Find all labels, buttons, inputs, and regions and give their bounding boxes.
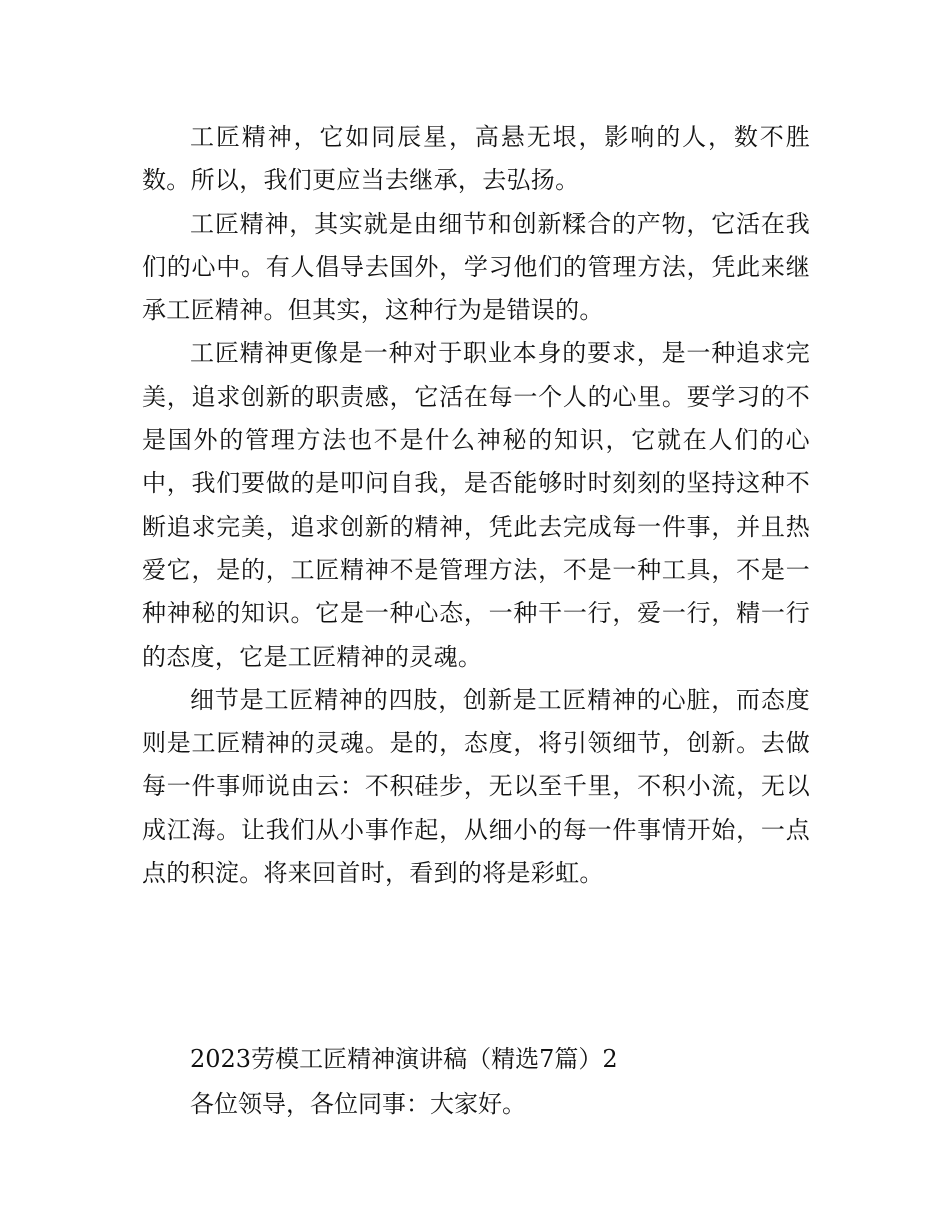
paragraph-3: 工匠精神更像是一种对于职业本身的要求，是一种追求完美，追求创新的职责感，它活在每一个人的心里。要学习的不是国外的管理方法也不是什么神秘的知识，它就在人们的心中，我们要做的是叩问自我，是否能够时时刻刻的坚持这种不断追求完美，追求创新的精神，凭此去完成每一件事，并且热爱它，是的，工匠精神不是管理方法，不是一种工具，不是一种神秘的知识。它是一种心态，一种干一行，爱一行，精一行的态度，它是工匠精神的灵魂。	[142, 339, 810, 671]
section-title: 2023劳模工匠精神演讲稿（精选7篇）2	[190, 1045, 618, 1073]
speech-body	[142, 116, 810, 895]
paragraph-2: 工匠精神，其实就是由细节和创新糅合的产物，它活在我们的心中。有人倡导去国外，学习他们的管理方法，凭此来继承工匠精神。但其实，这种行为是错误的。	[142, 209, 810, 325]
paragraph-4: 细节是工匠精神的四肢，创新是工匠精神的心脏，而态度则是工匠精神的灵魂。是的，态度，将引领细节，创新。去做每一件事师说由云：不积硅步，无以至千里，不积小流，无以成江海。让我们从小事作起，从细小的每一件事情开始，一点点的积淀。将来回首时，看到的将是彩虹。	[142, 685, 810, 888]
paragraph-1: 工匠精神，它如同辰星，高悬无垠，影响的人，数不胜数。所以，我们更应当去继承，去弘扬。	[142, 123, 810, 195]
greeting-line: 各位领导，各位同事：大家好。	[190, 1090, 526, 1118]
